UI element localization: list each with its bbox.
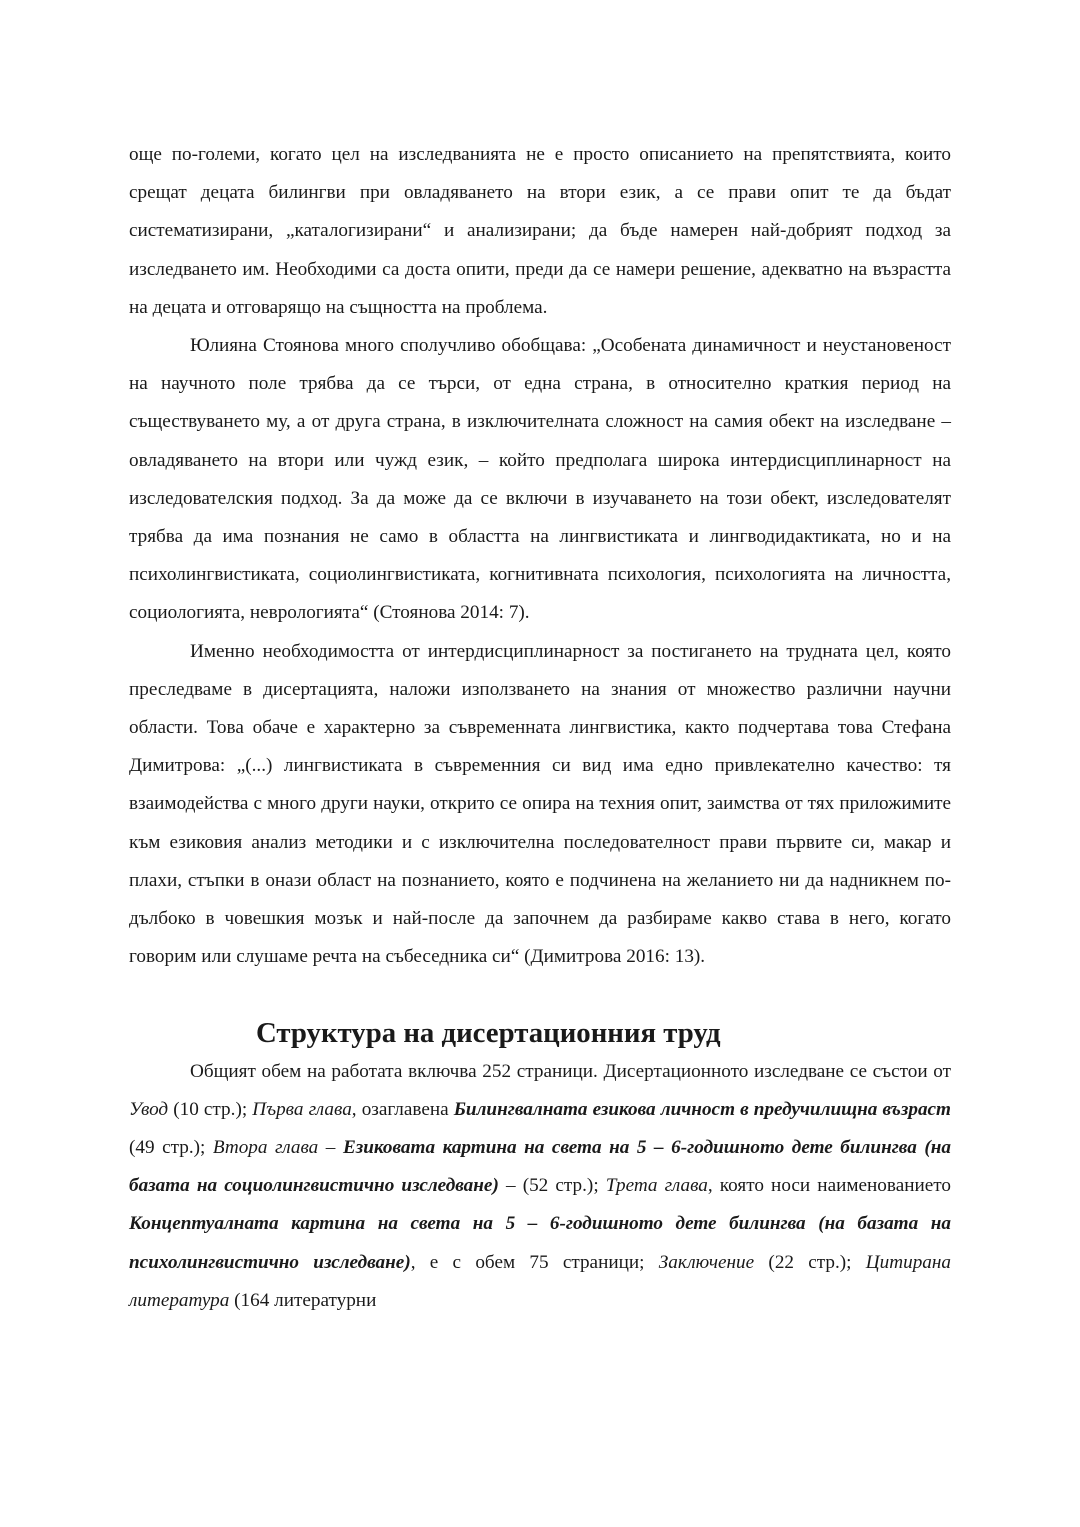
p4-conclusion-label: Заключение — [658, 1251, 755, 1273]
p4-text-m: , която носи наименованието — [707, 1175, 951, 1197]
p4-chapter-2-title: Езиковата картина на света на 5 – 6-годишното дете билингва (на базата на социолингвистично изследване) — [129, 1137, 952, 1197]
p4-text-k: – (52 стр.); — [498, 1175, 606, 1197]
p4-text-i: – — [318, 1137, 343, 1159]
p4-chapter-1-label: Първа глава — [252, 1098, 352, 1120]
document-page — [129, 136, 951, 1320]
paragraph-4 — [129, 1053, 951, 1320]
p4-text-s: (164 литературни — [229, 1289, 377, 1311]
p4-chapter-3-title: Концептуалната картина на света на 5 – 6-годишното дете билингва (на базата на психолингвистично изследване) — [129, 1213, 951, 1273]
section-title: Структура на дисертационния труд — [256, 1017, 721, 1050]
p4-text-a: Общият обем на работата включва 252 страници. Дисертационното изследване се състои от — [190, 1060, 951, 1082]
paragraph-3: Именно необходимостта от интердисциплинарност за постигането на трудната цел, която преследваме в дисертацията, наложи използването на знания от множество различни научни области. Това обаче е характерно за съвременната лингвистика, както подчертава това Стефана Димитрова: „(...) лингвистиката в съвременния си вид има едно привлекателно качество: тя взаимодейства с много други науки, открито се опира на техния опит, заимства от тях приложимите към езиковия анализ методики и с изключителна последователност прави първите си, макар и плахи, стъпки в онази област на познанието, която е подчинена на желанието ни да надникнем по-дълбоко в човешкия мозък и най-после да започнем да разбираме какво става в него, когато говорим или слушаме речта на събеседника си“ (Димитрова 2016: 13). — [129, 640, 951, 968]
p4-chapter-1-title: Билингвалната езикова личност в предучилищна възраст — [453, 1098, 951, 1120]
p4-chapter-3-label: Трета глава — [605, 1175, 708, 1197]
p4-text-c: (10 стр.); — [168, 1098, 253, 1120]
paragraph-2: Юлияна Стоянова много сполучливо обобщава: „Особената динамичност и неустановеност на научното поле трябва да се търси, от една страна, в относително краткия период на съществуването му, а от друга страна, в изключителната сложност на самия обект на изследване – овладяването на втори или чужд език, – който предполага широка интердисциплинарност на изследователския подход. За да може да се включи в изучаването на този обект, изследователят трябва да има познания не само в областта на лингвистиката и лингводидактиката, но и на психолингвистиката, социолингвистиката, когнитивната психология, психологията на личността, социологията, неврологията“ (Стоянова 2014: 7). — [129, 335, 951, 624]
p4-text-q: (22 стр.); — [754, 1251, 866, 1273]
p4-intro-title: Увод — [129, 1098, 169, 1120]
p4-chapter-2-label: Втора глава — [212, 1137, 319, 1159]
p4-bibliography-label: Цитирана литература — [129, 1251, 951, 1311]
p4-text-g: (49 стр.); — [129, 1137, 213, 1159]
p4-text-o: , е с обем 75 страници; — [410, 1251, 659, 1273]
paragraph-1: още по-големи, когато цел на изследванията не е просто описанието на препятствията, които срещат децата билингви при овладяването на втори език, а се прави опит те да бъдат систематизирани, „каталогизирани“ и анализирани; да бъде намерен най-добрият подход за изследването им. Необходими са доста опити, преди да се намери решение, адекватно на възрастта на децата и отговарящо на същността на проблема. — [129, 144, 951, 318]
p4-text-e: , озаглавена — [351, 1098, 454, 1120]
